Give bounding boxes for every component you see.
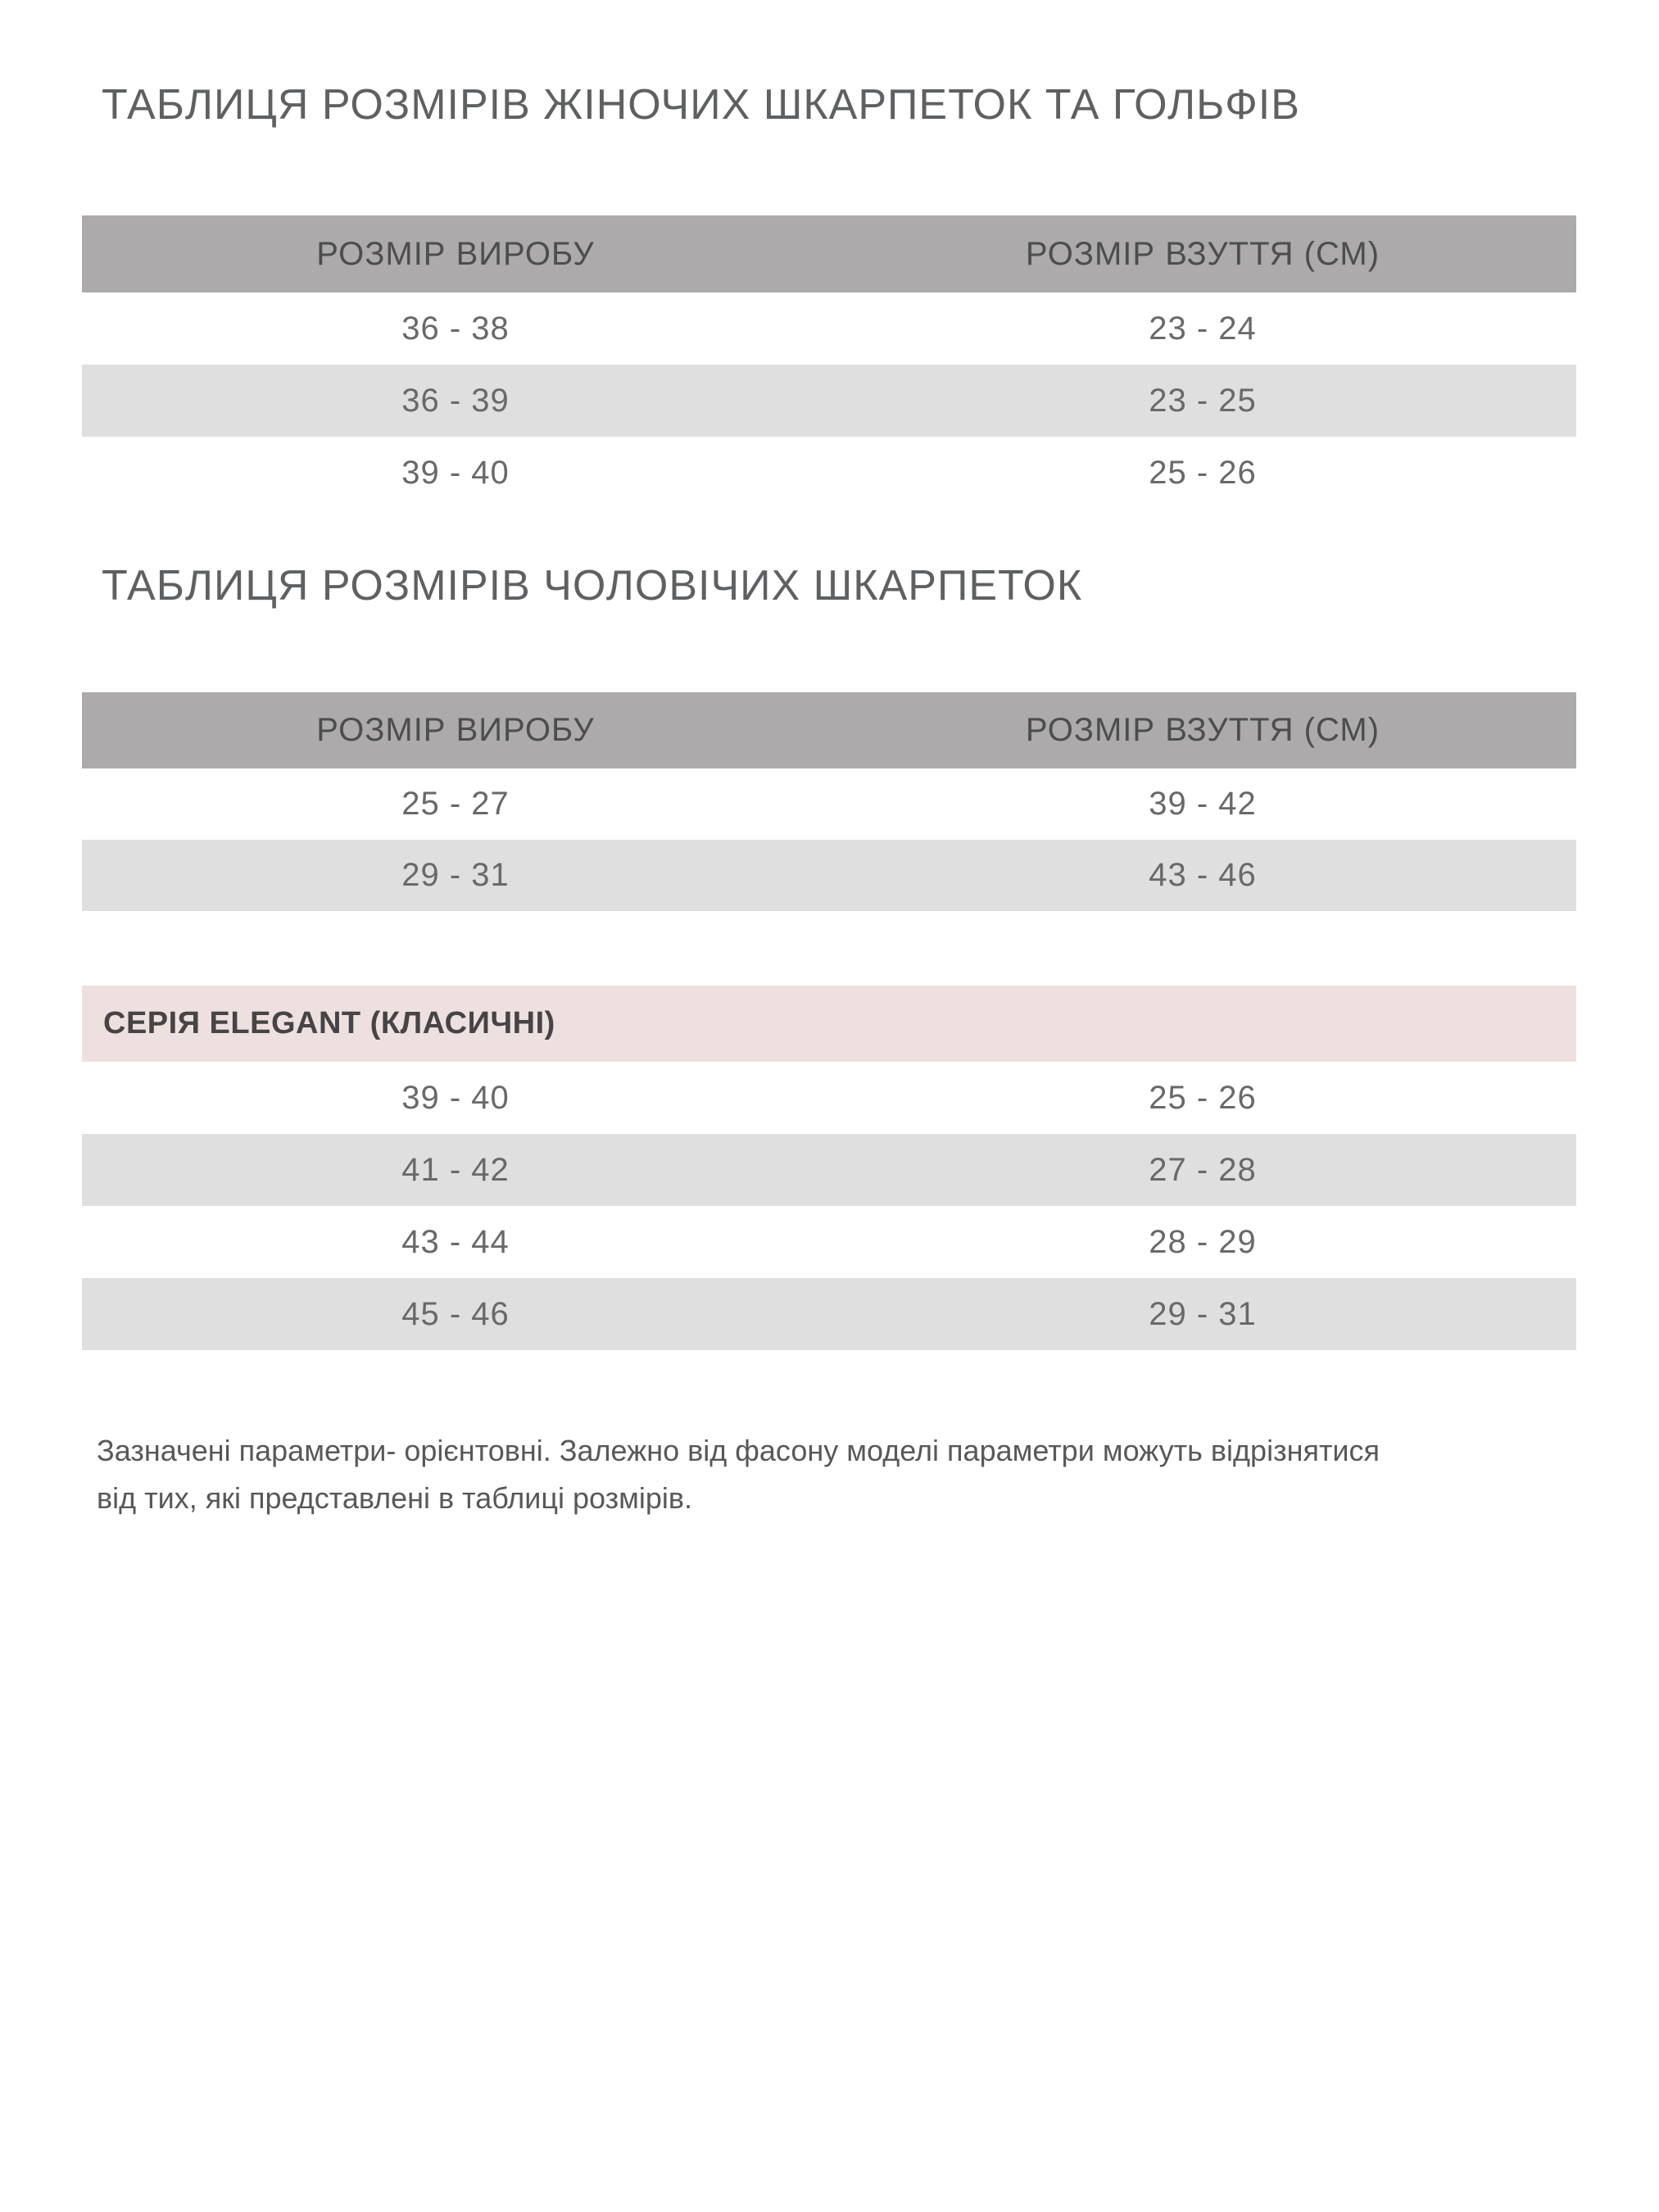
- product-size-cell: 36 - 39: [401, 382, 510, 419]
- product-size-cell: 29 - 31: [401, 857, 510, 893]
- product-size-cell: 43 - 44: [401, 1223, 510, 1260]
- column-header-product-size: РОЗМІР ВИРОБУ: [316, 712, 595, 748]
- shoe-size-cell: 43 - 46: [1149, 857, 1257, 893]
- elegant-series-label: СЕРІЯ ELEGANT (КЛАСИЧНІ): [103, 1006, 555, 1040]
- product-size-cell: 45 - 46: [401, 1295, 510, 1332]
- women-size-table: [82, 215, 1576, 509]
- column-header-product-size: РОЗМІР ВИРОБУ: [316, 235, 595, 272]
- table-row: [82, 365, 1576, 437]
- table-row: [82, 437, 1576, 509]
- shoe-size-cell: 25 - 26: [1149, 1079, 1257, 1116]
- women-sizes-title: ТАБЛИЦЯ РОЗМІРІВ ЖІНОЧИХ ШКАРПЕТОК ТА ГОЛЬФІВ: [102, 81, 1300, 129]
- table-row: [82, 292, 1576, 365]
- column-header-shoe-size: РОЗМІР ВЗУТТЯ (СМ): [1025, 235, 1380, 272]
- product-size-cell: 39 - 40: [401, 1079, 510, 1116]
- product-size-cell: 41 - 42: [401, 1151, 510, 1188]
- table-row: [82, 1062, 1576, 1134]
- shoe-size-cell: 23 - 25: [1149, 382, 1257, 419]
- product-size-cell: 25 - 27: [401, 786, 510, 822]
- shoe-size-cell: 27 - 28: [1149, 1151, 1257, 1188]
- shoe-size-cell: 25 - 26: [1149, 454, 1257, 491]
- shoe-size-cell: 28 - 29: [1149, 1223, 1257, 1260]
- men-size-table: [82, 692, 1576, 911]
- shoe-size-cell: 29 - 31: [1149, 1295, 1257, 1332]
- men-sizes-title: ТАБЛИЦЯ РОЗМІРІВ ЧОЛОВІЧИХ ШКАРПЕТОК: [102, 562, 1083, 610]
- table-row: [82, 1206, 1576, 1278]
- column-header-shoe-size: РОЗМІР ВЗУТТЯ (СМ): [1025, 712, 1380, 748]
- elegant-series-table: [82, 1062, 1576, 1350]
- table-header-row: [82, 692, 1576, 768]
- elegant-series-header: [82, 986, 1576, 1062]
- disclaimer-note-line: Зазначені параметри- орієнтовні. Залежно від фасону моделі параметри можуть відрізнятися: [97, 1434, 1380, 1467]
- disclaimer-note: [97, 1427, 1380, 1522]
- table-row: [82, 768, 1576, 840]
- product-size-cell: 39 - 40: [401, 454, 510, 491]
- shoe-size-cell: 39 - 42: [1149, 786, 1257, 822]
- product-size-cell: 36 - 38: [401, 310, 510, 347]
- table-row: [82, 840, 1576, 911]
- table-row: [82, 1134, 1576, 1206]
- shoe-size-cell: 23 - 24: [1149, 310, 1257, 347]
- table-row: [82, 1278, 1576, 1350]
- table-header-row: [82, 215, 1576, 292]
- disclaimer-note-line: від тих, які представлені в таблиці розмірів.: [97, 1481, 693, 1515]
